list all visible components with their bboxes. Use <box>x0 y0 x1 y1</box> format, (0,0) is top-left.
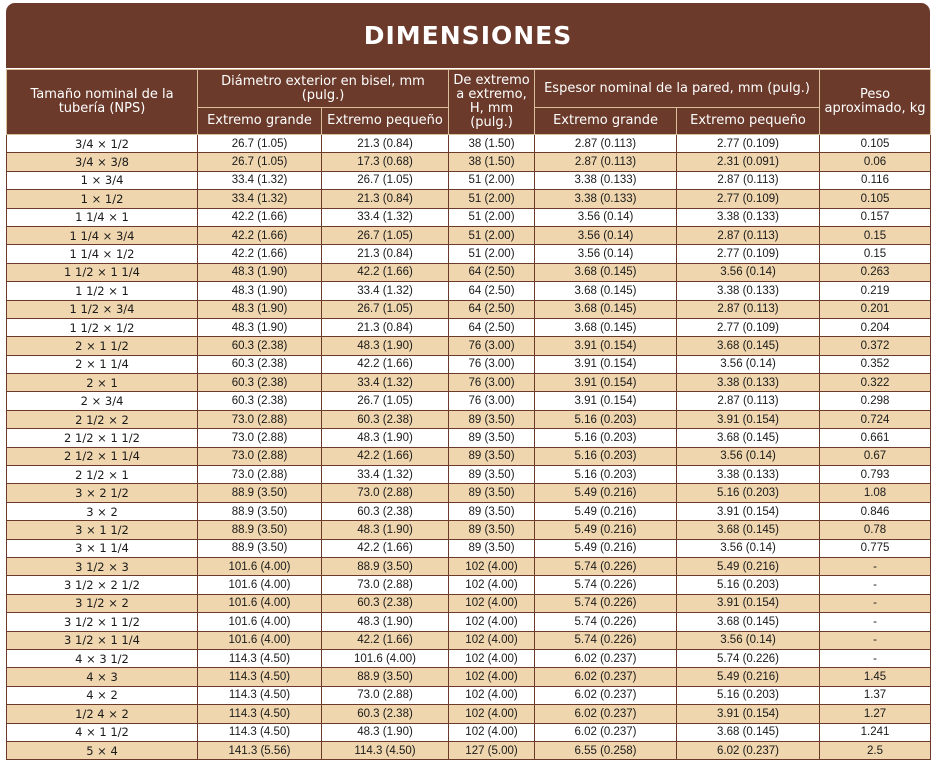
cell-weight: 0.219 <box>820 282 931 300</box>
cell-nps: 3 1/2 × 2 1/2 <box>7 576 198 594</box>
table-row <box>7 245 931 263</box>
cell-nps: 5 × 4 <box>7 741 198 759</box>
cell-end-to-end: 89 (3.50) <box>449 447 535 465</box>
cell-od-large: 60.3 (2.38) <box>198 355 322 373</box>
cell-nps: 1 1/2 × 1 <box>7 282 198 300</box>
cell-wall-small: 3.38 (0.133) <box>677 466 820 484</box>
cell-end-to-end: 89 (3.50) <box>449 410 535 428</box>
table-row <box>7 649 931 667</box>
table-row <box>7 153 931 171</box>
cell-weight: 0.263 <box>820 263 931 281</box>
cell-end-to-end: 76 (3.00) <box>449 374 535 392</box>
cell-weight: 0.105 <box>820 190 931 208</box>
cell-wall-small: 3.56 (0.14) <box>677 263 820 281</box>
cell-od-small: 26.7 (1.05) <box>322 300 449 318</box>
cell-od-large: 60.3 (2.38) <box>198 337 322 355</box>
cell-wall-large: 3.68 (0.145) <box>535 318 677 336</box>
cell-nps: 1 × 3/4 <box>7 171 198 189</box>
cell-nps: 2 × 3/4 <box>7 392 198 410</box>
cell-od-large: 101.6 (4.00) <box>198 594 322 612</box>
header-wall-thickness: Espesor nominal de la pared, mm (pulg.) <box>535 70 820 108</box>
cell-od-small: 60.3 (2.38) <box>322 410 449 428</box>
table-row <box>7 447 931 465</box>
cell-od-large: 114.3 (4.50) <box>198 705 322 723</box>
cell-weight: 0.157 <box>820 208 931 226</box>
cell-end-to-end: 127 (5.00) <box>449 741 535 759</box>
cell-wall-large: 3.91 (0.154) <box>535 337 677 355</box>
cell-wall-large: 3.68 (0.145) <box>535 263 677 281</box>
cell-od-small: 26.7 (1.05) <box>322 226 449 244</box>
cell-od-large: 114.3 (4.50) <box>198 668 322 686</box>
cell-od-small: 101.6 (4.00) <box>322 649 449 667</box>
cell-wall-small: 3.38 (0.133) <box>677 208 820 226</box>
table-row <box>7 208 931 226</box>
cell-weight: - <box>820 557 931 575</box>
cell-wall-large: 5.49 (0.216) <box>535 484 677 502</box>
page-title: DIMENSIONES <box>363 21 573 50</box>
cell-nps: 3/4 × 3/8 <box>7 153 198 171</box>
cell-weight: - <box>820 613 931 631</box>
cell-od-small: 17.3 (0.68) <box>322 153 449 171</box>
cell-od-large: 42.2 (1.66) <box>198 245 322 263</box>
cell-weight: - <box>820 594 931 612</box>
cell-wall-small: 5.49 (0.216) <box>677 668 820 686</box>
cell-wall-small: 2.87 (0.113) <box>677 300 820 318</box>
cell-od-large: 26.7 (1.05) <box>198 135 322 153</box>
table-row <box>7 135 931 153</box>
cell-weight: 0.322 <box>820 374 931 392</box>
cell-end-to-end: 64 (2.50) <box>449 263 535 281</box>
cell-od-large: 101.6 (4.00) <box>198 557 322 575</box>
cell-weight: 0.204 <box>820 318 931 336</box>
cell-wall-large: 3.91 (0.154) <box>535 355 677 373</box>
cell-od-large: 33.4 (1.32) <box>198 190 322 208</box>
cell-wall-large: 6.02 (0.237) <box>535 686 677 704</box>
cell-nps: 3/4 × 1/2 <box>7 135 198 153</box>
cell-end-to-end: 102 (4.00) <box>449 668 535 686</box>
cell-nps: 3 × 1 1/4 <box>7 539 198 557</box>
cell-od-small: 48.3 (1.90) <box>322 337 449 355</box>
cell-wall-small: 3.68 (0.145) <box>677 613 820 631</box>
table-row <box>7 502 931 520</box>
header-wall-small-end: Extremo pequeño <box>677 108 820 135</box>
cell-od-large: 88.9 (3.50) <box>198 539 322 557</box>
table-row <box>7 429 931 447</box>
cell-end-to-end: 64 (2.50) <box>449 318 535 336</box>
cell-od-large: 88.9 (3.50) <box>198 521 322 539</box>
cell-weight: 1.37 <box>820 686 931 704</box>
table-row <box>7 484 931 502</box>
cell-end-to-end: 89 (3.50) <box>449 429 535 447</box>
cell-end-to-end: 76 (3.00) <box>449 392 535 410</box>
cell-wall-large: 5.74 (0.226) <box>535 613 677 631</box>
cell-wall-small: 3.38 (0.133) <box>677 374 820 392</box>
cell-wall-large: 3.56 (0.14) <box>535 245 677 263</box>
cell-weight: 0.661 <box>820 429 931 447</box>
cell-weight: 0.775 <box>820 539 931 557</box>
cell-wall-small: 3.56 (0.14) <box>677 539 820 557</box>
cell-wall-large: 3.91 (0.154) <box>535 392 677 410</box>
cell-weight: 1.08 <box>820 484 931 502</box>
cell-end-to-end: 76 (3.00) <box>449 355 535 373</box>
table-row <box>7 337 931 355</box>
cell-wall-large: 5.16 (0.203) <box>535 429 677 447</box>
cell-weight: 0.15 <box>820 226 931 244</box>
cell-nps: 3 1/2 × 1 1/2 <box>7 613 198 631</box>
cell-wall-large: 5.16 (0.203) <box>535 410 677 428</box>
table-row <box>7 190 931 208</box>
cell-wall-small: 2.87 (0.113) <box>677 171 820 189</box>
cell-weight: - <box>820 649 931 667</box>
cell-nps: 1 × 1/2 <box>7 190 198 208</box>
cell-od-large: 73.0 (2.88) <box>198 466 322 484</box>
cell-wall-large: 6.02 (0.237) <box>535 705 677 723</box>
cell-nps: 4 × 3 1/2 <box>7 649 198 667</box>
cell-wall-small: 3.56 (0.14) <box>677 631 820 649</box>
cell-nps: 3 × 2 1/2 <box>7 484 198 502</box>
cell-wall-large: 3.68 (0.145) <box>535 300 677 318</box>
cell-end-to-end: 102 (4.00) <box>449 613 535 631</box>
cell-nps: 4 × 3 <box>7 668 198 686</box>
cell-od-large: 114.3 (4.50) <box>198 723 322 741</box>
cell-wall-large: 5.74 (0.226) <box>535 631 677 649</box>
cell-weight: 1.45 <box>820 668 931 686</box>
cell-od-small: 21.3 (0.84) <box>322 190 449 208</box>
cell-end-to-end: 51 (2.00) <box>449 171 535 189</box>
cell-end-to-end: 102 (4.00) <box>449 723 535 741</box>
cell-wall-small: 3.68 (0.145) <box>677 337 820 355</box>
cell-end-to-end: 38 (1.50) <box>449 153 535 171</box>
cell-wall-small: 3.91 (0.154) <box>677 705 820 723</box>
cell-weight: - <box>820 631 931 649</box>
table-row <box>7 300 931 318</box>
cell-wall-small: 5.74 (0.226) <box>677 649 820 667</box>
table-body <box>7 135 931 760</box>
table-row <box>7 668 931 686</box>
cell-nps: 2 × 1 1/4 <box>7 355 198 373</box>
cell-nps: 2 × 1 <box>7 374 198 392</box>
cell-od-small: 73.0 (2.88) <box>322 484 449 502</box>
cell-wall-small: 3.56 (0.14) <box>677 355 820 373</box>
cell-nps: 1/2 4 × 2 <box>7 705 198 723</box>
cell-end-to-end: 51 (2.00) <box>449 190 535 208</box>
cell-od-small: 88.9 (3.50) <box>322 668 449 686</box>
cell-od-small: 21.3 (0.84) <box>322 318 449 336</box>
cell-od-small: 48.3 (1.90) <box>322 723 449 741</box>
cell-nps: 3 × 1 1/2 <box>7 521 198 539</box>
cell-od-large: 73.0 (2.88) <box>198 429 322 447</box>
cell-wall-large: 2.87 (0.113) <box>535 153 677 171</box>
cell-end-to-end: 102 (4.00) <box>449 594 535 612</box>
cell-od-large: 60.3 (2.38) <box>198 392 322 410</box>
cell-nps: 2 1/2 × 1 <box>7 466 198 484</box>
cell-end-to-end: 64 (2.50) <box>449 282 535 300</box>
cell-wall-small: 3.68 (0.145) <box>677 723 820 741</box>
cell-end-to-end: 102 (4.00) <box>449 686 535 704</box>
cell-weight: 0.15 <box>820 245 931 263</box>
cell-od-large: 114.3 (4.50) <box>198 649 322 667</box>
cell-weight: 0.116 <box>820 171 931 189</box>
cell-wall-large: 6.02 (0.237) <box>535 668 677 686</box>
cell-wall-large: 2.87 (0.113) <box>535 135 677 153</box>
cell-od-large: 60.3 (2.38) <box>198 374 322 392</box>
cell-od-small: 73.0 (2.88) <box>322 576 449 594</box>
cell-weight: 0.201 <box>820 300 931 318</box>
table-row <box>7 521 931 539</box>
cell-od-large: 101.6 (4.00) <box>198 576 322 594</box>
cell-od-small: 114.3 (4.50) <box>322 741 449 759</box>
header-weight: Peso aproximado, kg <box>820 70 931 135</box>
table-row <box>7 355 931 373</box>
table-row <box>7 282 931 300</box>
cell-weight: 0.846 <box>820 502 931 520</box>
cell-end-to-end: 51 (2.00) <box>449 208 535 226</box>
header-wall-large-end: Extremo grande <box>535 108 677 135</box>
cell-od-large: 141.3 (5.56) <box>198 741 322 759</box>
cell-od-small: 33.4 (1.32) <box>322 208 449 226</box>
cell-wall-small: 5.49 (0.216) <box>677 557 820 575</box>
table-row <box>7 374 931 392</box>
table-row <box>7 318 931 336</box>
cell-wall-large: 5.16 (0.203) <box>535 447 677 465</box>
title-banner <box>6 3 930 68</box>
cell-nps: 1 1/2 × 1 1/4 <box>7 263 198 281</box>
cell-end-to-end: 89 (3.50) <box>449 521 535 539</box>
cell-wall-small: 3.68 (0.145) <box>677 521 820 539</box>
cell-od-small: 26.7 (1.05) <box>322 171 449 189</box>
cell-weight: 0.06 <box>820 153 931 171</box>
table-row <box>7 226 931 244</box>
table-row <box>7 171 931 189</box>
table-row <box>7 686 931 704</box>
table-row <box>7 613 931 631</box>
cell-wall-large: 6.02 (0.237) <box>535 723 677 741</box>
cell-weight: 0.67 <box>820 447 931 465</box>
cell-end-to-end: 64 (2.50) <box>449 300 535 318</box>
cell-od-large: 101.6 (4.00) <box>198 631 322 649</box>
cell-end-to-end: 102 (4.00) <box>449 557 535 575</box>
table-row <box>7 705 931 723</box>
cell-wall-small: 5.16 (0.203) <box>677 686 820 704</box>
cell-od-small: 33.4 (1.32) <box>322 374 449 392</box>
cell-wall-large: 5.16 (0.203) <box>535 466 677 484</box>
cell-nps: 2 1/2 × 1 1/2 <box>7 429 198 447</box>
cell-wall-large: 6.02 (0.237) <box>535 649 677 667</box>
header-od-small-end: Extremo pequeño <box>322 108 449 135</box>
cell-nps: 1 1/2 × 1/2 <box>7 318 198 336</box>
cell-nps: 1 1/2 × 3/4 <box>7 300 198 318</box>
table-row <box>7 410 931 428</box>
cell-wall-small: 2.87 (0.113) <box>677 392 820 410</box>
cell-weight: 1.27 <box>820 705 931 723</box>
cell-weight: - <box>820 576 931 594</box>
cell-end-to-end: 102 (4.00) <box>449 705 535 723</box>
cell-od-small: 88.9 (3.50) <box>322 557 449 575</box>
cell-wall-large: 5.49 (0.216) <box>535 521 677 539</box>
cell-end-to-end: 89 (3.50) <box>449 502 535 520</box>
table-row <box>7 576 931 594</box>
header-outer-diameter: Diámetro exterior en bisel, mm (pulg.) <box>198 70 449 108</box>
cell-weight: 0.78 <box>820 521 931 539</box>
cell-wall-large: 5.49 (0.216) <box>535 539 677 557</box>
cell-weight: 2.5 <box>820 741 931 759</box>
cell-nps: 1 1/4 × 1/2 <box>7 245 198 263</box>
cell-od-small: 48.3 (1.90) <box>322 613 449 631</box>
cell-od-large: 88.9 (3.50) <box>198 484 322 502</box>
table-row <box>7 557 931 575</box>
table-row <box>7 263 931 281</box>
cell-od-large: 42.2 (1.66) <box>198 208 322 226</box>
header-end-to-end: De extremo a extremo, H, mm (pulg.) <box>449 70 535 135</box>
cell-nps: 3 1/2 × 3 <box>7 557 198 575</box>
cell-wall-large: 5.74 (0.226) <box>535 576 677 594</box>
cell-od-small: 60.3 (2.38) <box>322 594 449 612</box>
table-row <box>7 741 931 759</box>
cell-od-small: 21.3 (0.84) <box>322 245 449 263</box>
cell-wall-large: 3.56 (0.14) <box>535 208 677 226</box>
cell-od-small: 21.3 (0.84) <box>322 135 449 153</box>
cell-weight: 0.298 <box>820 392 931 410</box>
header-od-large-end: Extremo grande <box>198 108 322 135</box>
cell-weight: 0.793 <box>820 466 931 484</box>
table-row <box>7 631 931 649</box>
cell-end-to-end: 102 (4.00) <box>449 576 535 594</box>
cell-nps: 4 × 2 <box>7 686 198 704</box>
cell-od-small: 33.4 (1.32) <box>322 466 449 484</box>
cell-od-large: 48.3 (1.90) <box>198 300 322 318</box>
cell-od-large: 26.7 (1.05) <box>198 153 322 171</box>
cell-nps: 2 1/2 × 2 <box>7 410 198 428</box>
table-row <box>7 594 931 612</box>
cell-wall-large: 5.49 (0.216) <box>535 502 677 520</box>
dimensions-table <box>6 69 931 760</box>
cell-wall-large: 5.74 (0.226) <box>535 594 677 612</box>
cell-end-to-end: 102 (4.00) <box>449 649 535 667</box>
cell-nps: 3 × 2 <box>7 502 198 520</box>
cell-wall-small: 3.68 (0.145) <box>677 429 820 447</box>
cell-od-large: 48.3 (1.90) <box>198 282 322 300</box>
cell-od-small: 33.4 (1.32) <box>322 282 449 300</box>
cell-end-to-end: 89 (3.50) <box>449 484 535 502</box>
cell-wall-small: 3.91 (0.154) <box>677 502 820 520</box>
cell-end-to-end: 76 (3.00) <box>449 337 535 355</box>
cell-nps: 2 × 1 1/2 <box>7 337 198 355</box>
cell-wall-large: 3.91 (0.154) <box>535 374 677 392</box>
cell-end-to-end: 51 (2.00) <box>449 226 535 244</box>
cell-od-large: 88.9 (3.50) <box>198 502 322 520</box>
cell-od-small: 48.3 (1.90) <box>322 521 449 539</box>
cell-nps: 2 1/2 × 1 1/4 <box>7 447 198 465</box>
cell-nps: 3 1/2 × 2 <box>7 594 198 612</box>
cell-nps: 3 1/2 × 1 1/4 <box>7 631 198 649</box>
cell-nps: 1 1/4 × 1 <box>7 208 198 226</box>
cell-wall-large: 5.74 (0.226) <box>535 557 677 575</box>
cell-wall-small: 3.56 (0.14) <box>677 447 820 465</box>
cell-od-small: 42.2 (1.66) <box>322 631 449 649</box>
cell-od-small: 42.2 (1.66) <box>322 355 449 373</box>
cell-wall-small: 3.38 (0.133) <box>677 282 820 300</box>
table-row <box>7 392 931 410</box>
cell-wall-small: 3.91 (0.154) <box>677 410 820 428</box>
cell-od-large: 114.3 (4.50) <box>198 686 322 704</box>
cell-end-to-end: 102 (4.00) <box>449 631 535 649</box>
cell-od-large: 48.3 (1.90) <box>198 318 322 336</box>
cell-wall-large: 3.68 (0.145) <box>535 282 677 300</box>
cell-weight: 0.352 <box>820 355 931 373</box>
cell-od-small: 26.7 (1.05) <box>322 392 449 410</box>
cell-od-large: 48.3 (1.90) <box>198 263 322 281</box>
cell-od-large: 73.0 (2.88) <box>198 410 322 428</box>
cell-weight: 0.372 <box>820 337 931 355</box>
cell-od-small: 42.2 (1.66) <box>322 447 449 465</box>
cell-nps: 1 1/4 × 3/4 <box>7 226 198 244</box>
table-row <box>7 539 931 557</box>
cell-od-small: 42.2 (1.66) <box>322 539 449 557</box>
cell-wall-small: 2.87 (0.113) <box>677 226 820 244</box>
cell-weight: 0.105 <box>820 135 931 153</box>
cell-end-to-end: 89 (3.50) <box>449 466 535 484</box>
cell-wall-small: 2.77 (0.109) <box>677 190 820 208</box>
cell-wall-small: 5.16 (0.203) <box>677 576 820 594</box>
cell-wall-large: 3.38 (0.133) <box>535 171 677 189</box>
cell-end-to-end: 89 (3.50) <box>449 539 535 557</box>
cell-od-small: 73.0 (2.88) <box>322 686 449 704</box>
cell-od-small: 48.3 (1.90) <box>322 429 449 447</box>
cell-end-to-end: 38 (1.50) <box>449 135 535 153</box>
table-row <box>7 723 931 741</box>
cell-wall-small: 6.02 (0.237) <box>677 741 820 759</box>
cell-wall-large: 3.56 (0.14) <box>535 226 677 244</box>
header-nps: Tamaño nominal de la tubería (NPS) <box>7 70 198 135</box>
cell-od-large: 73.0 (2.88) <box>198 447 322 465</box>
cell-od-large: 33.4 (1.32) <box>198 171 322 189</box>
cell-od-large: 42.2 (1.66) <box>198 226 322 244</box>
cell-wall-small: 2.31 (0.091) <box>677 153 820 171</box>
cell-wall-large: 3.38 (0.133) <box>535 190 677 208</box>
cell-od-large: 101.6 (4.00) <box>198 613 322 631</box>
cell-nps: 4 × 1 1/2 <box>7 723 198 741</box>
cell-weight: 0.724 <box>820 410 931 428</box>
cell-wall-small: 2.77 (0.109) <box>677 135 820 153</box>
cell-od-small: 60.3 (2.38) <box>322 705 449 723</box>
table-row <box>7 466 931 484</box>
cell-end-to-end: 51 (2.00) <box>449 245 535 263</box>
cell-wall-small: 3.91 (0.154) <box>677 594 820 612</box>
cell-wall-small: 5.16 (0.203) <box>677 484 820 502</box>
cell-od-small: 60.3 (2.38) <box>322 502 449 520</box>
cell-weight: 1.241 <box>820 723 931 741</box>
cell-od-small: 42.2 (1.66) <box>322 263 449 281</box>
cell-wall-large: 6.55 (0.258) <box>535 741 677 759</box>
cell-wall-small: 2.77 (0.109) <box>677 318 820 336</box>
cell-wall-small: 2.77 (0.109) <box>677 245 820 263</box>
